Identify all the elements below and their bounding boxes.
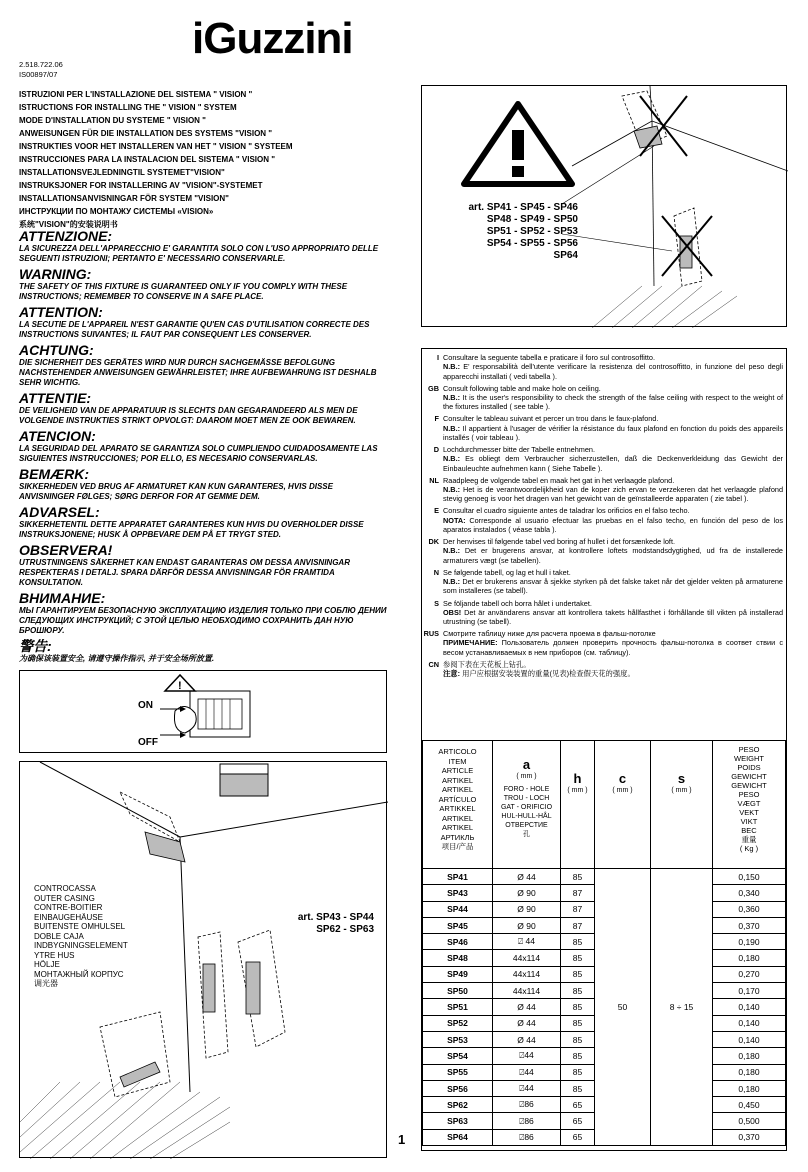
- instruction-text: [443, 384, 786, 412]
- cell-hole: ⍁44: [493, 1064, 561, 1080]
- language-code: DK: [428, 537, 439, 547]
- instruction-item: [422, 660, 786, 679]
- note-label: N.B.:: [443, 546, 461, 556]
- header-peso-line: ВЕС: [741, 826, 757, 835]
- cell-article: SP50: [423, 983, 493, 999]
- instruction-main: 参阅下表在天花板上钻孔。: [443, 659, 531, 669]
- cell-article: SP62: [423, 1097, 493, 1113]
- warning-text: МЫ ГАРАНТИРУЕМ БЕЗОПАСНУЮ ЭКСПЛУАТАЦИЮ ИЗДЕЛИЯ ТОЛЬКО ПРИ СОБЛЮ ДЕНИИ СЛЕДУЮЩИХ ИНСТРУКЦИЙ; С ЭТОЙ ЦЕЛЬЮ НЕОБХОДИМО СОХРАНИТЬ ДАН НУЮ БРОШЮРУ.: [19, 606, 387, 635]
- header-s: [651, 741, 713, 869]
- header-peso-line: VÆGT: [737, 799, 761, 808]
- instruction-text: [443, 629, 786, 657]
- language-code: CN: [428, 659, 439, 669]
- instruction-note: [443, 516, 783, 535]
- off-label: OFF: [138, 737, 158, 748]
- language-code: E: [434, 506, 439, 516]
- warning-text: LA SICUREZZA DELL'APPARECCHIO E' GARANTITA SOLO CON L'USO APPROPRIATO DELLE SEGUENTI ISTRUZIONI; PERTANTO E' NECESSARIO CONSERVARLE.: [19, 244, 379, 263]
- instruction-main: Consultare la seguente tabella e praticare il foro sul controsoffitto.: [443, 353, 656, 362]
- cell-h: 87: [561, 917, 595, 933]
- cell-hole: Ø 44: [493, 869, 561, 885]
- warning-heading: ATTENTIE:: [19, 390, 92, 406]
- header-peso-line: VEKT: [739, 808, 759, 817]
- instruction-main: Se følgende tabell, og lag et hull i taket.: [443, 567, 571, 577]
- cell-weight: 0,190: [713, 934, 786, 950]
- header-h-unit: ( mm ): [567, 787, 588, 794]
- cell-weight: 0,170: [713, 983, 786, 999]
- casing-label: CONTROCASSA: [34, 884, 96, 893]
- cell-article: SP51: [423, 999, 493, 1015]
- header-peso-line: VIKT: [740, 817, 758, 826]
- header-peso-line: PESO: [738, 745, 760, 754]
- cell-h: 85: [561, 1031, 595, 1047]
- cell-h: 65: [561, 1129, 595, 1145]
- header-h: [561, 741, 595, 869]
- cell-hole: ⍁86: [493, 1129, 561, 1145]
- cell-hole: 44x114: [493, 983, 561, 999]
- warning-heading: ATTENTION:: [19, 304, 103, 320]
- note-label: N.B.:: [443, 423, 461, 433]
- casing-label: OUTER CASING: [34, 893, 95, 903]
- cell-article: SP43: [423, 885, 493, 901]
- instruction-note: [443, 546, 783, 565]
- cell-weight: 0,370: [713, 917, 786, 933]
- instruction-item: [422, 353, 786, 381]
- instruction-note: [443, 485, 783, 504]
- instruction-main: Consult following table and make hole on ceiling.: [443, 383, 601, 393]
- header-articolo-line: 项目/产品: [441, 842, 474, 851]
- header-articolo-line: АРТИКЛЬ: [440, 832, 475, 842]
- spec-table: [422, 740, 786, 1146]
- header-a: [493, 741, 561, 869]
- warning-block: [19, 639, 389, 664]
- instruction-item: [422, 445, 786, 473]
- instruction-text: [443, 506, 786, 534]
- power-off-illustration: [19, 670, 387, 753]
- warning-text: 为确保该装置安全, 请遵守操作指示, 并于安全场所放置.: [19, 654, 215, 663]
- casing-article-label: [298, 912, 374, 936]
- instruction-note: [443, 362, 783, 381]
- cell-weight: 0,180: [713, 1064, 786, 1080]
- warning-text: DIE SICHERHEIT DES GERÄTES WIRD NUR DURCH SACHGEMÄSSE BEFOLGUNG NACHSTEHENDER ANWEISUNGEN GEWÄHRLEISTET; IHRE AUFBEWAHRUNG IST DESHALB SEHR WICHTIG.: [19, 358, 377, 387]
- power-switch-diagram: [20, 671, 388, 754]
- warning-text: SIKKERHEDEN VED BRUG AF ARMATURET KAN KUN GARANTERES, HVIS DISSE ANVISNINGER FØLGES; SØRG DERFOR FOR AT GEMME DEM.: [19, 482, 333, 501]
- cell-h: 85: [561, 966, 595, 982]
- casing-label: 调光器: [34, 979, 58, 988]
- instruction-main: Der henvises til følgende tabel ved boring af hullet i det forsænkede loft.: [443, 537, 676, 547]
- note-label: 注意:: [443, 669, 461, 679]
- instruction-item: [422, 568, 786, 596]
- cell-hole: 44x114: [493, 966, 561, 982]
- casing-label: МОНТАЖНЫЙ КОРПУС: [34, 969, 124, 979]
- header-articolo-line: ARTICLE: [441, 766, 474, 775]
- note-label: N.B.:: [443, 362, 461, 372]
- header-peso-line: ( Kg ): [739, 844, 759, 853]
- cell-h: 85: [561, 1064, 595, 1080]
- warning-text: LA SEGURIDAD DEL APARATO SE GARANTIZA SOLO CUMPLIENDO CUIDADOSAMENTE LAS SIGUIENTES INSTRUCCIONES; POR ELLO, ES NECESARIO CONSERVARLAS.: [19, 444, 378, 463]
- top-article-line: SP54 - SP55 - SP56: [486, 238, 578, 249]
- note-text: 用户应根据安装装置的重量(见表)检查假天花的强度。: [462, 669, 635, 679]
- warning-heading: BEMÆRK:: [19, 466, 89, 482]
- cell-article: SP56: [423, 1080, 493, 1096]
- casing-label: YTRE HUS: [34, 950, 75, 960]
- header-a-sub-line: TROU - LOCH: [503, 795, 550, 802]
- instruction-main: Raadpleeg de volgende tabel en maak het gat in het verlaagde plafond.: [443, 475, 675, 485]
- cell-weight: 0,500: [713, 1113, 786, 1129]
- warning-heading: ACHTUNG:: [19, 342, 94, 358]
- instruction-main: Se följande tabell och borra hålet i undertaket.: [443, 598, 592, 608]
- document-codes: [19, 60, 63, 80]
- header-a-sub: [493, 772, 560, 839]
- header-a-sub-line: GAT - ORIFICIO: [500, 804, 553, 811]
- on-label: ON: [138, 700, 153, 711]
- instruction-text: [443, 445, 786, 473]
- cell-weight: 0,340: [713, 885, 786, 901]
- note-text: Het is de verantwoordelijkheid van de koper zich ervan te verzekeren dat het verlaagde plafond stevig genoeg is voor het dragen van het gewicht van de geïnstalleerde apparaten ( zie tabel ).: [443, 485, 784, 504]
- header-peso: [713, 741, 786, 869]
- cell-weight: 0,150: [713, 869, 786, 885]
- warning-block: [19, 429, 389, 464]
- warning-heading: WARNING:: [19, 266, 92, 282]
- top-article-line: SP64: [553, 250, 578, 261]
- cell-article: SP54: [423, 1048, 493, 1064]
- table-header-row: [423, 741, 786, 869]
- cell-h: 87: [561, 885, 595, 901]
- note-text: Det er brugerens ansvar, at kontrollere loftets modstandsdygtighed, ud fra de installerede armaturers vægt (se tabellen).: [443, 546, 783, 565]
- cell-weight: 0,360: [713, 901, 786, 917]
- note-label: ПРИМЕЧАНИЕ:: [443, 638, 498, 648]
- cell-hole: Ø 44: [493, 1031, 561, 1047]
- top-article-line: SP48 - SP49 - SP50: [486, 214, 578, 225]
- header-c-unit: ( mm ): [612, 787, 633, 794]
- instruction-note: [443, 393, 783, 412]
- cell-weight: 0,270: [713, 966, 786, 982]
- cell-h: 85: [561, 1048, 595, 1064]
- instruction-note: [443, 608, 783, 627]
- cell-weight: 0,450: [713, 1097, 786, 1113]
- instruction-text: [443, 660, 786, 679]
- instruction-item: [422, 537, 786, 565]
- instruction-item: [422, 599, 786, 627]
- instruction-text: [443, 599, 786, 627]
- header-h-label: h: [573, 771, 582, 786]
- language-code: RUS: [423, 629, 439, 639]
- cell-h: 85: [561, 934, 595, 950]
- title-line: INSTALLATIONSVEJLEDNINGTIL SYSTEMET"VISION": [19, 168, 225, 177]
- note-text: Det er brukerens ansvar å sjekke styrken på det falske taket når det gjelder vekten på armaturene som installeres (se tabell).: [443, 577, 783, 596]
- cell-weight: 0,180: [713, 1080, 786, 1096]
- instruction-text: [443, 568, 786, 596]
- casing-label: HÖLJE: [34, 960, 60, 969]
- title-line: INSTRUKTIES VOOR HET INSTALLEREN VAN HET " VISION " SYSTEEM: [19, 142, 293, 151]
- title-line: ANWEISUNGEN FÜR DIE INSTALLATION DES SYSTEMS "VISION ": [19, 129, 273, 138]
- instruction-list: [422, 353, 786, 681]
- cell-article: SP45: [423, 917, 493, 933]
- language-code: S: [434, 598, 439, 608]
- cell-article: SP63: [423, 1113, 493, 1129]
- cell-article: SP44: [423, 901, 493, 917]
- instruction-main: Consulter le tableau suivant et percer un trou dans le faux-plafond.: [443, 414, 659, 424]
- cell-article: SP55: [423, 1064, 493, 1080]
- cell-hole: ⍁44: [493, 1048, 561, 1064]
- cell-hole: ⍁44: [493, 1080, 561, 1096]
- svg-text:!: !: [178, 680, 182, 692]
- brand-logo: iGuzzini: [192, 14, 353, 63]
- header-c-label: c: [618, 771, 627, 786]
- cell-h: 85: [561, 983, 595, 999]
- header-articolo-line: ARTIKEL: [441, 785, 474, 794]
- note-text: It is the user's responsibility to check the strength of the false ceiling with respect to the weight of the fixtures installed ( see table ).: [443, 392, 783, 412]
- warning-heading: ATTENZIONE:: [19, 228, 113, 244]
- header-articolo-line: ARTÍCULO: [438, 794, 477, 804]
- header-a-sub-line: 孔: [523, 831, 530, 838]
- warning-heading: OBSERVERA!: [19, 542, 113, 558]
- cell-h: 85: [561, 869, 595, 885]
- cell-article: SP46: [423, 934, 493, 950]
- doc-code: IS00897/07: [19, 70, 58, 79]
- header-peso-line: GEWICHT: [731, 781, 767, 790]
- language-code: F: [434, 414, 439, 424]
- note-text: Il appartient à l'usager de vérifier la résistance du faux plafond en fonction du poids des appareils installés ( voir tableau ).: [443, 423, 784, 442]
- note-label: N.B.:: [443, 392, 461, 402]
- cell-hole: Ø 90: [493, 885, 561, 901]
- doc-code: 2.518.722.06: [19, 60, 63, 69]
- warning-text: LA SECUTIE DE L'APPAREIL N'EST GARANTIE QU'EN CAS D'UTILISATION CORRECTE DES INSTRUCTIONS SUIVANTES; IL FAUT PAR CONSEQUENT LES CONSERVER.: [19, 320, 370, 339]
- instruction-text: [443, 353, 786, 381]
- instruction-item: [422, 414, 786, 442]
- warning-text: UTRUSTNINGENS SÄKERHET KAN ENDAST GARANTERAS OM DESSA ANVISNINGAR RESPEKTERAS I DETALJ. SPARA DÄRFÖR DESSA ANVISNINGAR FÖR FRAMTIDA KONSULTATION.: [19, 558, 350, 587]
- header-a-sub-line: HUL-HULL-HÅL: [501, 813, 552, 820]
- title-list: [19, 88, 399, 231]
- instruction-main: Смотрите таблицу ниже для расчета проема в фальш-потолке: [443, 629, 656, 639]
- header-s-label: s: [677, 771, 686, 786]
- cell-weight: 0,140: [713, 999, 786, 1015]
- header-articolo-line: ARTIKEL: [441, 813, 474, 823]
- cell-article: SP64: [423, 1129, 493, 1145]
- warning-text: DE VEILIGHEID VAN DE APPARATUUR IS SLECHTS DAN GEGARANDEERD ALS MEN DE VOLGENDE INSTRUKTIES STRIKT OPVOLGT: DAAROM MOET MEN ZE OOK BEWAREN.: [19, 406, 358, 425]
- top-article-line: SP51 - SP52 - SP53: [486, 226, 578, 237]
- note-text: Corresponde al usuario efectuar las pruebas en el falso techo, en función del peso de los aparatos instalados ( véase tabla ).: [443, 515, 783, 535]
- note-text: Det är användarens ansvar att kontrollera takets hållfasthet i förhållande till vikten på installerad utrustning (se tabell).: [443, 607, 784, 627]
- note-label: NOTA:: [443, 515, 466, 525]
- title-line: MODE D'INSTALLATION DU SYSTEME " VISION ": [19, 116, 206, 125]
- header-a-sub-line: ( mm ): [516, 773, 537, 780]
- casing-label: DOBLE CAJA: [34, 931, 84, 941]
- warning-block: [19, 267, 389, 302]
- instruction-text: [443, 476, 786, 504]
- top-article-line: art. SP41 - SP45 - SP46: [468, 202, 578, 213]
- instruction-note: [443, 669, 783, 678]
- header-articolo-line: ITEM: [448, 756, 467, 766]
- cell-article: SP49: [423, 966, 493, 982]
- language-code: I: [436, 353, 439, 362]
- note-text: E' responsabilità dell'utente verificare la resistenza del controsoffitto, in funzione del peso degli apparecchi installati ( vedi tabella ).: [443, 362, 783, 381]
- warning-block: [19, 543, 389, 588]
- casing-label: CONTRE-BOITIER: [34, 903, 103, 912]
- title-line: ISTRUZIONI PER L'INSTALLAZIONE DEL SISTEMA " VISION ": [19, 90, 253, 99]
- instruction-item: [422, 629, 786, 657]
- cell-h: 85: [561, 950, 595, 966]
- header-a-sub-line: ОТВЕРСТИЕ: [505, 822, 548, 829]
- caution-illustration: [421, 85, 787, 327]
- cell-weight: 0,180: [713, 950, 786, 966]
- header-articolo-line: ARTIKEL: [441, 823, 474, 832]
- header-a-label: a: [522, 757, 531, 772]
- cell-h: 65: [561, 1097, 595, 1113]
- cell-hole: Ø 90: [493, 901, 561, 917]
- warning-list: [19, 229, 389, 667]
- cell-article: SP53: [423, 1031, 493, 1047]
- cell-hole: Ø 44: [493, 999, 561, 1015]
- title-line: INSTRUCCIONES PARA LA INSTALACION DEL SISTEMA " VISION ": [19, 155, 276, 164]
- table-row: [423, 869, 786, 885]
- warning-text: SIKKERHETENTIL DETTE APPARATET GARANTERES KUN HVIS DU OVERHOLDER DISSE INSTRUKSJONENE; HUSK Å OPPBEVARE DEM PÅ ET TRYGT STED.: [19, 520, 364, 539]
- cell-weight: 0,370: [713, 1129, 786, 1145]
- cell-article: SP48: [423, 950, 493, 966]
- cell-article: SP41: [423, 869, 493, 885]
- cell-s: 8 ÷ 15: [651, 869, 713, 1146]
- title-line: 系统"VISION"的安装说明书: [19, 220, 118, 229]
- cell-h: 85: [561, 999, 595, 1015]
- language-code: GB: [428, 383, 439, 393]
- instruction-item: [422, 506, 786, 534]
- instruction-item: [422, 384, 786, 412]
- header-articolo-line: ARTICOLO: [438, 747, 477, 756]
- instruction-text: [443, 414, 786, 442]
- instruction-item: [422, 476, 786, 504]
- header-a-sub-line: FORO - HOLE: [503, 786, 550, 793]
- warning-block: [19, 391, 389, 426]
- warning-block: [19, 343, 389, 388]
- warning-heading: ATENCION:: [19, 428, 96, 444]
- casing-label-list: [34, 884, 128, 989]
- header-s-unit: ( mm ): [671, 787, 692, 794]
- warning-heading: ADVARSEL:: [19, 504, 100, 520]
- header-peso-line: POIDS: [737, 763, 761, 772]
- title-line: INSTALLATIONSANVISNINGAR FÖR SYSTEM "VISION": [19, 194, 229, 203]
- warning-block: [19, 505, 389, 540]
- header-articolo-line: ARTIKEL: [441, 775, 474, 785]
- note-label: N.B.:: [443, 454, 461, 464]
- language-code: D: [433, 445, 439, 455]
- title-line: ISTRUCTIONS FOR INSTALLING THE " VISION " SYSTEM: [19, 103, 237, 112]
- cell-hole: Ø 44: [493, 1015, 561, 1031]
- cell-article: SP52: [423, 1015, 493, 1031]
- title-line: INSTRUKSJONER FOR INSTALLERING AV "VISION"-SYSTEMET: [19, 181, 263, 190]
- note-label: N.B.:: [443, 485, 461, 495]
- cell-hole: ⍁86: [493, 1113, 561, 1129]
- cell-c: 50: [595, 869, 651, 1146]
- casing-article-line: SP62 - SP63: [316, 924, 374, 935]
- instruction-note: [443, 577, 783, 596]
- cell-hole: ⍁ 44: [493, 934, 561, 950]
- warning-block: [19, 305, 389, 340]
- casing-label: EINBAUGEHÄUSE: [34, 912, 103, 922]
- cell-hole: ⍁86: [493, 1097, 561, 1113]
- cell-h: 85: [561, 1015, 595, 1031]
- warning-block: [19, 591, 389, 636]
- warning-heading: ВНИМАНИЕ:: [19, 590, 106, 606]
- warning-block: [19, 467, 389, 502]
- cell-weight: 0,180: [713, 1048, 786, 1064]
- header-articolo-line: ARTIKKEL: [439, 804, 476, 813]
- instructions-panel: [421, 348, 787, 1151]
- note-label: OBS!: [443, 607, 462, 617]
- header-peso-line: WEIGHT: [734, 754, 764, 763]
- instruction-note: [443, 454, 783, 473]
- note-text: Es obliegt dem Verbraucher sicherzustellen, daß die Deckenverkleidung das Gewicht der Einbauleuchte aufnehmen kann ( Siehe Tabelle ).: [443, 454, 783, 473]
- outer-casing-illustration: [19, 761, 387, 1158]
- instruction-text: [443, 537, 786, 565]
- header-c: [595, 741, 651, 869]
- casing-label: BUITENSTE OMHULSEL: [34, 922, 126, 931]
- warning-block: [19, 229, 389, 264]
- instruction-main: Consultar el cuadro siguiente antes de taladrar los orificios en el falso techo.: [443, 506, 690, 516]
- header-articolo: [423, 741, 493, 869]
- header-peso-line: 重量: [741, 835, 757, 844]
- header-peso-line: PESO: [738, 790, 760, 799]
- cell-hole: Ø 90: [493, 917, 561, 933]
- language-code: N: [433, 567, 439, 577]
- top-article-label: [456, 202, 578, 262]
- language-code: NL: [429, 475, 439, 485]
- cell-h: 65: [561, 1113, 595, 1129]
- page-number: 1: [398, 1132, 406, 1147]
- instruction-note: [443, 424, 783, 443]
- header-peso-line: GEWICHT: [731, 772, 767, 781]
- warning-heading: 警告:: [19, 638, 52, 654]
- casing-label: INDBYGNINGSELEMENT: [34, 941, 128, 950]
- warning-text: THE SAFETY OF THIS FIXTURE IS GUARANTEED ONLY IF YOU COMPLY WITH THESE INSTRUCTIONS; REMEMBER TO CONSERVE IN A SAFE PLACE.: [19, 282, 348, 301]
- casing-article-line: art. SP43 - SP44: [297, 912, 374, 923]
- cell-weight: 0,140: [713, 1031, 786, 1047]
- note-label: N.B.:: [443, 577, 461, 587]
- cell-h: 87: [561, 901, 595, 917]
- cell-hole: 44x114: [493, 950, 561, 966]
- cell-weight: 0,140: [713, 1015, 786, 1031]
- instruction-main: Lochdurchmesser bitte der Tabelle entnehmen.: [443, 445, 595, 455]
- title-line: ИНСТРУКЦИИ ПО МОНТАЖУ СИСТЕМЫ «VISION»: [19, 207, 214, 216]
- cell-h: 85: [561, 1080, 595, 1096]
- note-text: Пользователь должен проверить прочность фальш-потолка в соответ ствии с весом устанавливаемых в нем приборов (см. таблицу).: [443, 638, 783, 657]
- instruction-note: [443, 638, 783, 657]
